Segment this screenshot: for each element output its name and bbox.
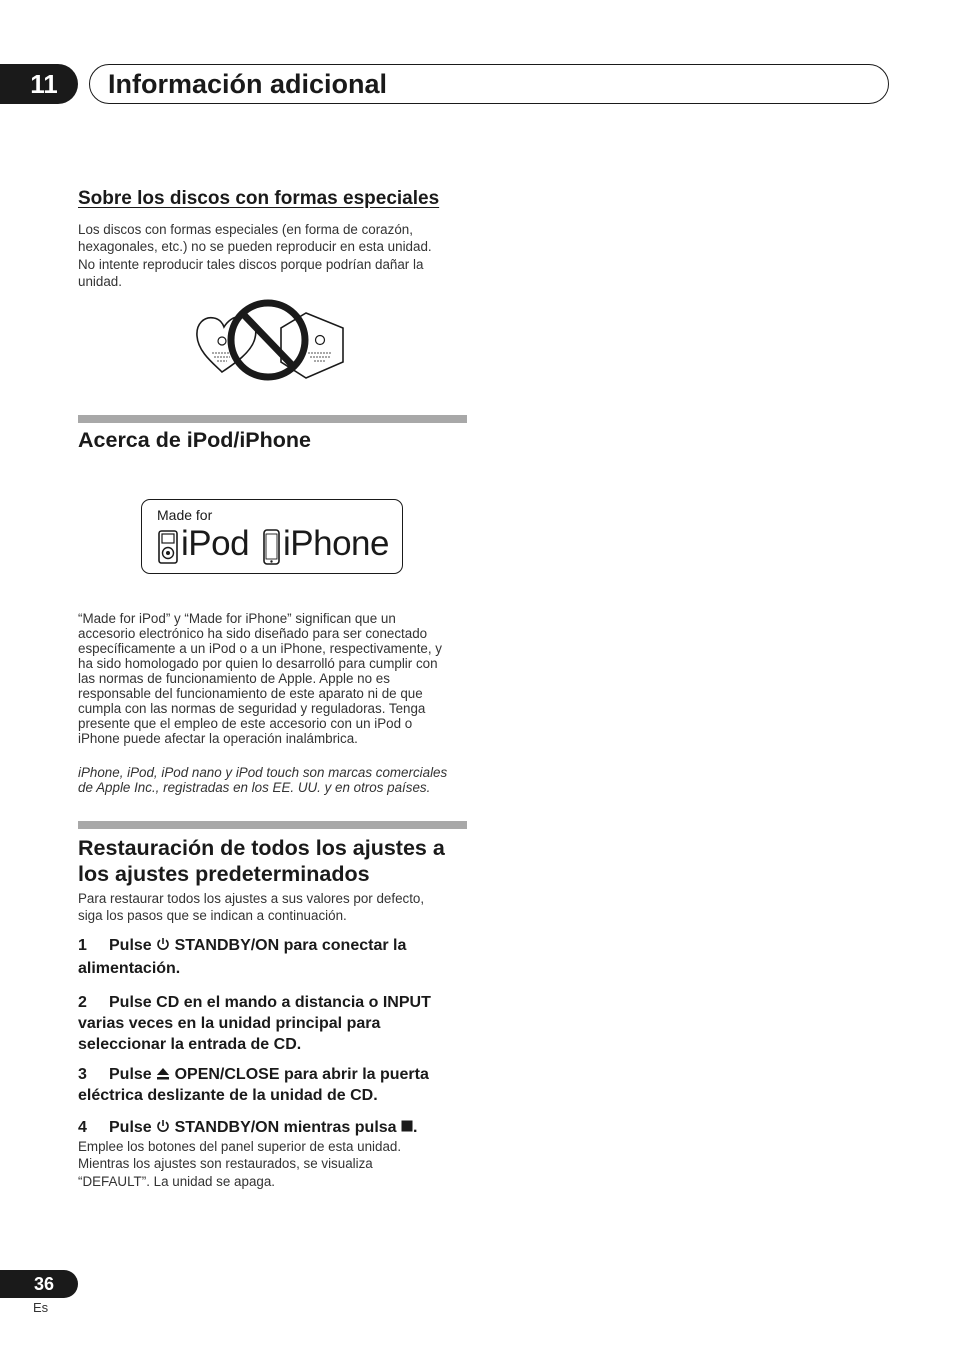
special-discs-body: Los discos con formas especiales (en forma de corazón, hexagonales, etc.) no se pueden reproducir en esta unidad. No intente reproducir tales discos porque podrían dañar la unidad. [78,222,432,290]
ipod-device-icon [158,530,178,564]
iphone-device-icon [263,529,280,565]
language-code: Es [33,1300,49,1315]
reset-intro: Para restaurar todos los ajustes a sus valores por defecto, siga los pasos que se indican a continuación. [78,891,425,924]
page-number-badge: 36 [0,1270,78,1298]
reset-step-1: 1 Pulse STANDBY/ON para conectar la alimentación. [78,937,407,977]
trademark-note: iPhone, iPod, iPod nano y iPod touch son marcas comerciales de Apple Inc., registradas en los EE. UU. y en otros países. [78,765,448,795]
special-discs-heading: Sobre los discos con formas especiales [78,188,440,209]
reset-step-2: 2 Pulse CD en el mando a distancia o INPUT varias veces en la unidad principal para seleccionar la entrada de CD. [78,994,431,1053]
power-icon [156,937,170,951]
heart-disc-shape [197,316,256,372]
chapter-number-badge: 11 [0,64,78,104]
stop-icon [401,1120,413,1132]
reset-step-3: 3 Pulse OPEN/CLOSE para abrir la puerta eléctrica deslizante de la unidad de CD. [78,1066,429,1104]
ipod-disclaimer-body: “Made for iPod” y “Made for iPhone” significan que un accesorio electrónico ha sido diseñado para ser conectado específicamente a un iPod o a un iPhone, respectivamente, y ha sido homologado por quien lo desarrolló para cumplir con las normas de funcionamiento de Apple. Apple no es responsable del funcionamiento de este aparato ni de que cumpla con las normas de seguridad y reguladoras. Tenga presente que el empleo de este accesorio con un iPod o iPhone puede afectar la operación inalámbrica. [78,611,442,746]
reset-step-4: 4 Pulse STANDBY/ON mientras pulsa . [78,1119,418,1136]
power-icon [156,1119,170,1133]
ipod-section-heading: Acerca de iPod/iPhone [78,428,311,452]
eject-icon [156,1067,170,1080]
reset-note: Emplee los botones del panel superior de esta unidad. Mientras los ajustes son restaurados, se visualiza “DEFAULT”. La unidad se apaga. [78,1139,402,1189]
reset-section-heading: Restauración de todos los ajustes a los ajustes predeterminados [78,836,445,886]
no-special-shaped-discs-icon [192,298,352,384]
section-divider-bar [78,821,467,829]
made-for-label: Made for [157,507,213,523]
chapter-title: Información adicional [108,69,388,99]
ipod-wordmark: iPod [181,524,250,563]
iphone-wordmark: iPhone [283,524,389,563]
section-divider-bar [78,415,467,423]
